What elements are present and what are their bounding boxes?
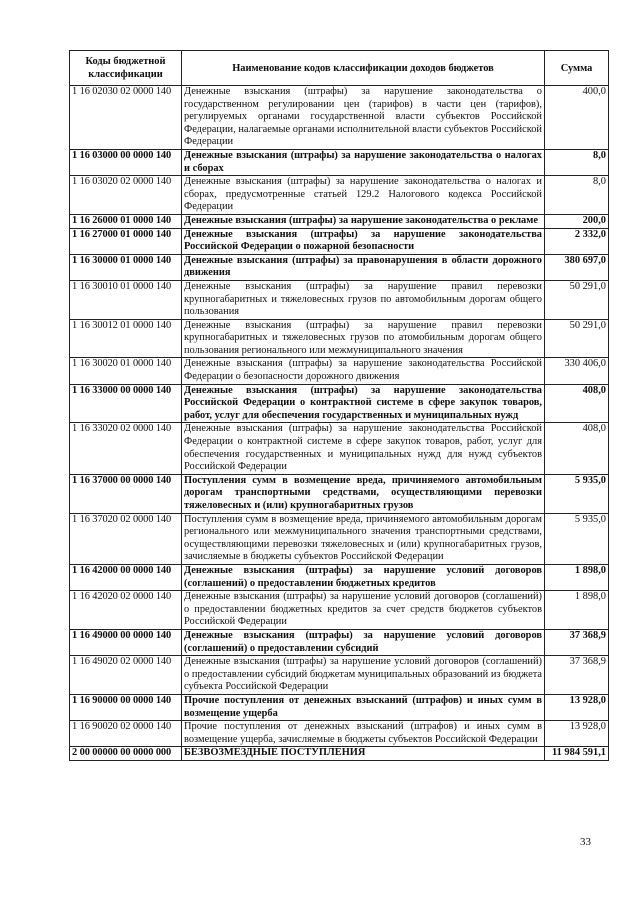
amount-cell: 200,0 <box>545 214 609 228</box>
revenue-name-cell: Денежные взыскания (штрафы) за правонарушения в области дорожного движения <box>182 254 545 280</box>
revenue-name-cell: Денежные взыскания (штрафы) за нарушение условий договоров (соглашений) о предоставлении бюджетных кредитов <box>182 564 545 590</box>
table-row <box>70 629 609 655</box>
table-row <box>70 86 609 150</box>
revenue-name-cell: Денежные взыскания (штрафы) за нарушение условий договоров (соглашений) о предоставлении субсидий бюджетам муниципальных образований из бюджета субъекта Российской Федерации <box>182 656 545 695</box>
budget-code-cell: 1 16 30012 01 0000 140 <box>70 319 182 358</box>
amount-cell: 37 368,9 <box>545 629 609 655</box>
budget-code-cell: 2 00 00000 00 0000 000 <box>70 747 182 761</box>
amount-cell: 11 984 591,1 <box>545 747 609 761</box>
budget-code-cell: 1 16 02030 02 0000 140 <box>70 86 182 150</box>
table-row <box>70 513 609 564</box>
amount-cell: 13 928,0 <box>545 694 609 720</box>
amount-cell: 408,0 <box>545 423 609 474</box>
amount-cell: 8,0 <box>545 176 609 215</box>
table-row <box>70 721 609 747</box>
table-row <box>70 228 609 254</box>
header-codes: Коды бюджетной классификации <box>70 51 182 86</box>
amount-cell: 330 406,0 <box>545 358 609 384</box>
amount-cell: 8,0 <box>545 149 609 175</box>
table-row <box>70 694 609 720</box>
header-amount: Сумма <box>545 51 609 86</box>
table-row <box>70 280 609 319</box>
revenue-name-cell: Прочие поступления от денежных взысканий (штрафов) и иных сумм в возмещение ущерба <box>182 694 545 720</box>
table-row <box>70 591 609 630</box>
table-row <box>70 423 609 474</box>
amount-cell: 50 291,0 <box>545 319 609 358</box>
page-number: 33 <box>580 836 591 848</box>
budget-code-cell: 1 16 49000 00 0000 140 <box>70 629 182 655</box>
budget-code-cell: 1 16 37000 00 0000 140 <box>70 474 182 513</box>
budget-code-cell: 1 16 42000 00 0000 140 <box>70 564 182 590</box>
amount-cell: 400,0 <box>545 86 609 150</box>
revenue-name-cell: БЕЗВОЗМЕЗДНЫЕ ПОСТУПЛЕНИЯ <box>182 747 545 761</box>
budget-code-cell: 1 16 37020 02 0000 140 <box>70 513 182 564</box>
amount-cell: 37 368,9 <box>545 656 609 695</box>
revenue-name-cell: Денежные взыскания (штрафы) за нарушение законодательства о государственном регулировании цен (тарифов) в части цен (тарифов), регулируемых органами государственной власти субъектов Российской Федерации, налагаемые органами исполнительной власти субъектов Российской Федерации <box>182 86 545 150</box>
budget-revenue-table <box>69 50 609 761</box>
amount-cell: 380 697,0 <box>545 254 609 280</box>
budget-code-cell: 1 16 27000 01 0000 140 <box>70 228 182 254</box>
budget-code-cell: 1 16 90000 00 0000 140 <box>70 694 182 720</box>
budget-code-cell: 1 16 26000 01 0000 140 <box>70 214 182 228</box>
table-row <box>70 319 609 358</box>
revenue-name-cell: Денежные взыскания (штрафы) за нарушение законодательства о налогах и сборах <box>182 149 545 175</box>
amount-cell: 5 935,0 <box>545 513 609 564</box>
revenue-name-cell: Денежные взыскания (штрафы) за нарушение условий договоров (соглашений) о предоставлении субсидий <box>182 629 545 655</box>
table-row <box>70 254 609 280</box>
amount-cell: 408,0 <box>545 384 609 423</box>
budget-code-cell: 1 16 30000 01 0000 140 <box>70 254 182 280</box>
table-row <box>70 149 609 175</box>
budget-code-cell: 1 16 49020 02 0000 140 <box>70 656 182 695</box>
table-row <box>70 656 609 695</box>
revenue-name-cell: Поступления сумм в возмещение вреда, причиняемого автомобильным дорогам транспортными средствами, осуществляющими перевозки тяжеловесных и (или) крупногабаритных грузов <box>182 474 545 513</box>
table-body <box>70 86 609 761</box>
budget-code-cell: 1 16 30010 01 0000 140 <box>70 280 182 319</box>
revenue-name-cell: Денежные взыскания (штрафы) за нарушение законодательства Российской Федерации о пожарной безопасности <box>182 228 545 254</box>
revenue-name-cell: Денежные взыскания (штрафы) за нарушение законодательства Российской Федерации о контрактной системе в сфере закупок товаров, работ, услуг для обеспечения государственных и муниципальных нужд <box>182 384 545 423</box>
amount-cell: 2 332,0 <box>545 228 609 254</box>
amount-cell: 50 291,0 <box>545 280 609 319</box>
header-name: Наименование кодов классификации доходов бюджетов <box>182 51 545 86</box>
revenue-name-cell: Денежные взыскания (штрафы) за нарушение законодательства Российской Федерации о безопасности дорожного движения <box>182 358 545 384</box>
table-row <box>70 214 609 228</box>
amount-cell: 1 898,0 <box>545 564 609 590</box>
budget-code-cell: 1 16 90020 02 0000 140 <box>70 721 182 747</box>
revenue-name-cell: Денежные взыскания (штрафы) за нарушение правил перевозки крупногабаритных и тяжеловесных грузов по автомобильным дорогам общего пользования <box>182 280 545 319</box>
budget-code-cell: 1 16 33000 00 0000 140 <box>70 384 182 423</box>
revenue-name-cell: Денежные взыскания (штрафы) за нарушение правил перевозки крупногабаритных и тяжеловесных грузов по атомобильным дорогам общего пользования регионального или межмуниципального значения <box>182 319 545 358</box>
table-row <box>70 564 609 590</box>
revenue-name-cell: Поступления сумм в возмещение вреда, причиняемого автомобильным дорогам регионального или межмуниципального значения транспортными средствами, осуществляющими перевозки тяжеловесных и (или) крупногабаритных грузов, зачисляемые в бюджеты субъектов Российской Федерации <box>182 513 545 564</box>
revenue-name-cell: Прочие поступления от денежных взысканий (штрафов) и иных сумм в возмещение ущерба, зачисляемые в бюджеты субъектов Российской Федерации <box>182 721 545 747</box>
amount-cell: 13 928,0 <box>545 721 609 747</box>
revenue-name-cell: Денежные взыскания (штрафы) за нарушение законодательства о рекламе <box>182 214 545 228</box>
table-row <box>70 176 609 215</box>
table-row <box>70 747 609 761</box>
table-row <box>70 474 609 513</box>
budget-code-cell: 1 16 33020 02 0000 140 <box>70 423 182 474</box>
table-row <box>70 358 609 384</box>
table-header-row <box>70 51 609 86</box>
amount-cell: 1 898,0 <box>545 591 609 630</box>
budget-code-cell: 1 16 03000 00 0000 140 <box>70 149 182 175</box>
budget-code-cell: 1 16 42020 02 0000 140 <box>70 591 182 630</box>
budget-code-cell: 1 16 03020 02 0000 140 <box>70 176 182 215</box>
amount-cell: 5 935,0 <box>545 474 609 513</box>
table-row <box>70 384 609 423</box>
revenue-name-cell: Денежные взыскания (штрафы) за нарушение законодательства о налогах и сборах, предусмотренные статьей 129.2 Налогового кодекса Российской Федерации <box>182 176 545 215</box>
revenue-name-cell: Денежные взыскания (штрафы) за нарушение законодательства Российской Федерации о контрактной системе в сфере закупок товаров, работ, услуг для обеспечения государственных и муниципальных нужд для нужд субъектов Российской Федерации <box>182 423 545 474</box>
budget-code-cell: 1 16 30020 01 0000 140 <box>70 358 182 384</box>
revenue-name-cell: Денежные взыскания (штрафы) за нарушение условий договоров (соглашений) о предоставлении бюджетных кредитов за счет средств бюджетов субъектов Российской Федерации <box>182 591 545 630</box>
